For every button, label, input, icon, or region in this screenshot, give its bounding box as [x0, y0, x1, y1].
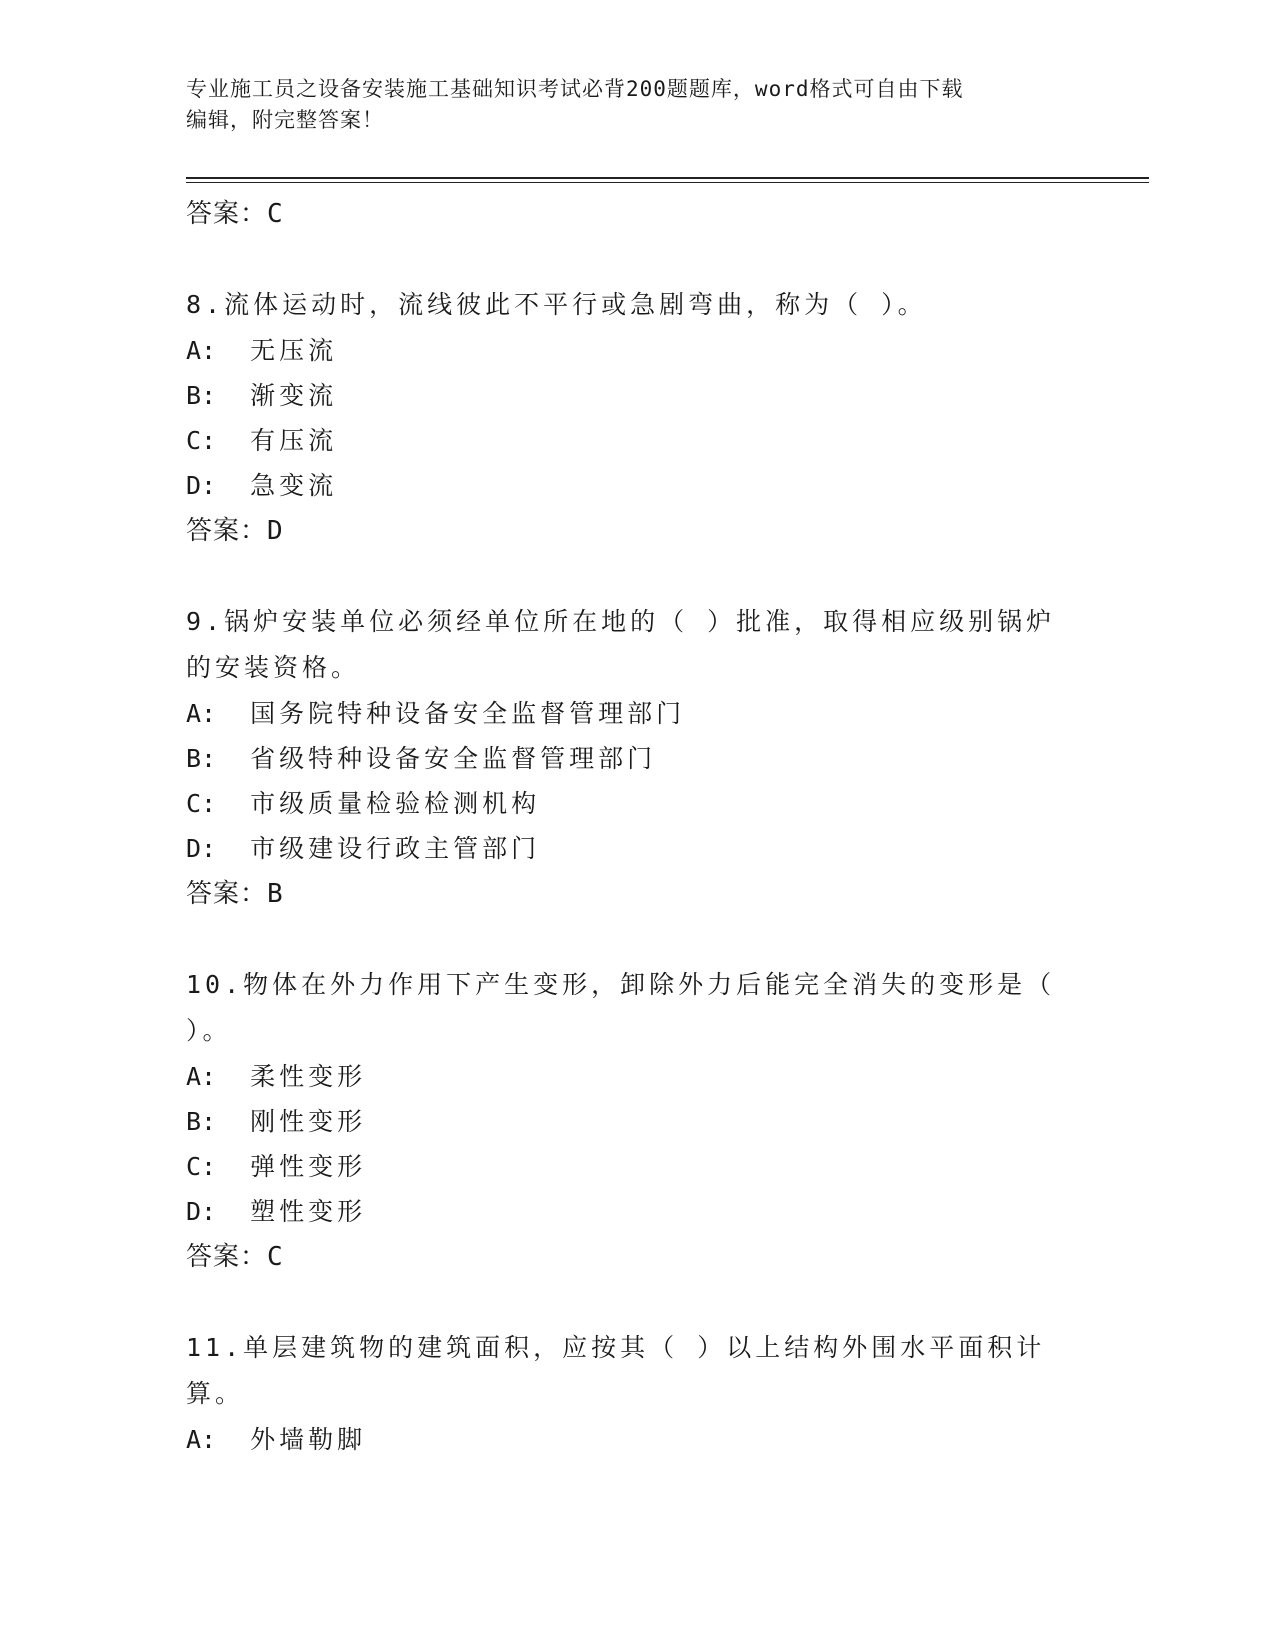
option-letter: C:: [186, 1152, 217, 1181]
option-a: [186, 1054, 1086, 1099]
option-text: 外墙勒脚: [250, 1425, 367, 1454]
question-8: [186, 282, 1086, 554]
answer-label: 答案：: [186, 879, 268, 909]
option-d: [186, 826, 1086, 871]
answer-label: 答案：: [186, 516, 268, 546]
option-letter: C:: [186, 789, 217, 818]
answer-line: [186, 508, 1086, 554]
option-d: [186, 1189, 1086, 1234]
question-body: 物体在外力作用下产生变形，卸除外力后能完全消失的变形是（ ）。: [186, 970, 1056, 1045]
option-letter: C:: [186, 426, 217, 455]
header-line-1: 专业施工员之设备安装施工基础知识考试必背200题题库，word格式可自由下载: [186, 77, 964, 101]
option-letter: A:: [186, 699, 217, 728]
option-a: [186, 691, 1086, 736]
answer-value: D: [267, 516, 284, 546]
answer-line: [186, 1234, 1086, 1280]
option-c: [186, 418, 1086, 463]
question-11: [186, 1325, 1086, 1462]
option-b: [186, 736, 1086, 781]
question-9: [186, 599, 1086, 917]
option-b: [186, 373, 1086, 418]
option-text: 市级建设行政主管部门: [250, 834, 541, 863]
header-rule-thick: [186, 177, 1149, 179]
option-d: [186, 463, 1086, 508]
option-text: 国务院特种设备安全监督管理部门: [250, 699, 686, 728]
question-number: 9.: [186, 607, 225, 636]
option-text: 省级特种设备安全监督管理部门: [250, 744, 657, 773]
option-a: [186, 328, 1086, 373]
option-text: 弹性变形: [250, 1152, 367, 1181]
option-letter: A:: [186, 1062, 217, 1091]
option-c: [186, 1144, 1086, 1189]
option-letter: A:: [186, 336, 217, 365]
option-letter: B:: [186, 744, 217, 773]
previous-answer: [186, 191, 1086, 237]
option-text: 市级质量检验检测机构: [250, 789, 541, 818]
question-list: [186, 191, 1086, 1462]
question-body: 流体运动时，流线彼此不平行或急剧弯曲，称为（ ）。: [224, 290, 927, 319]
option-b: [186, 1099, 1086, 1144]
option-letter: D:: [186, 834, 217, 863]
option-c: [186, 781, 1086, 826]
answer-value: B: [267, 879, 284, 909]
option-letter: B:: [186, 1107, 217, 1136]
option-letter: D:: [186, 471, 217, 500]
question-body: 单层建筑物的建筑面积，应按其（ ）以上结构外围水平面积计算。: [186, 1333, 1046, 1408]
question-text: [186, 962, 1066, 1054]
option-letter: D:: [186, 1197, 217, 1226]
answer-line: [186, 871, 1086, 917]
option-text: 急变流: [250, 471, 338, 500]
question-body: 锅炉安装单位必须经单位所在地的（ ）批准，取得相应级别锅炉的安装资格。: [186, 607, 1056, 682]
question-number: 11.: [186, 1333, 244, 1362]
answer-value: C: [267, 199, 284, 229]
option-text: 无压流: [250, 336, 338, 365]
option-letter: A:: [186, 1425, 217, 1454]
header-rule-thin: [186, 182, 1149, 183]
question-number: 10.: [186, 970, 244, 999]
question-text: [186, 282, 1066, 328]
option-letter: B:: [186, 381, 217, 410]
option-text: 柔性变形: [250, 1062, 367, 1091]
question-text: [186, 1325, 1066, 1417]
answer-value: C: [267, 1242, 284, 1272]
option-text: 渐变流: [250, 381, 338, 410]
answer-label: 答案：: [186, 199, 268, 229]
question-number: 8.: [186, 290, 225, 319]
option-a: [186, 1417, 1086, 1462]
document-header: [186, 74, 1066, 136]
option-text: 塑性变形: [250, 1197, 367, 1226]
option-text: 有压流: [250, 426, 338, 455]
question-10: [186, 962, 1086, 1280]
question-text: [186, 599, 1066, 691]
option-text: 刚性变形: [250, 1107, 367, 1136]
header-line-2: 编辑，附完整答案！: [186, 108, 384, 132]
answer-label: 答案：: [186, 1242, 268, 1272]
